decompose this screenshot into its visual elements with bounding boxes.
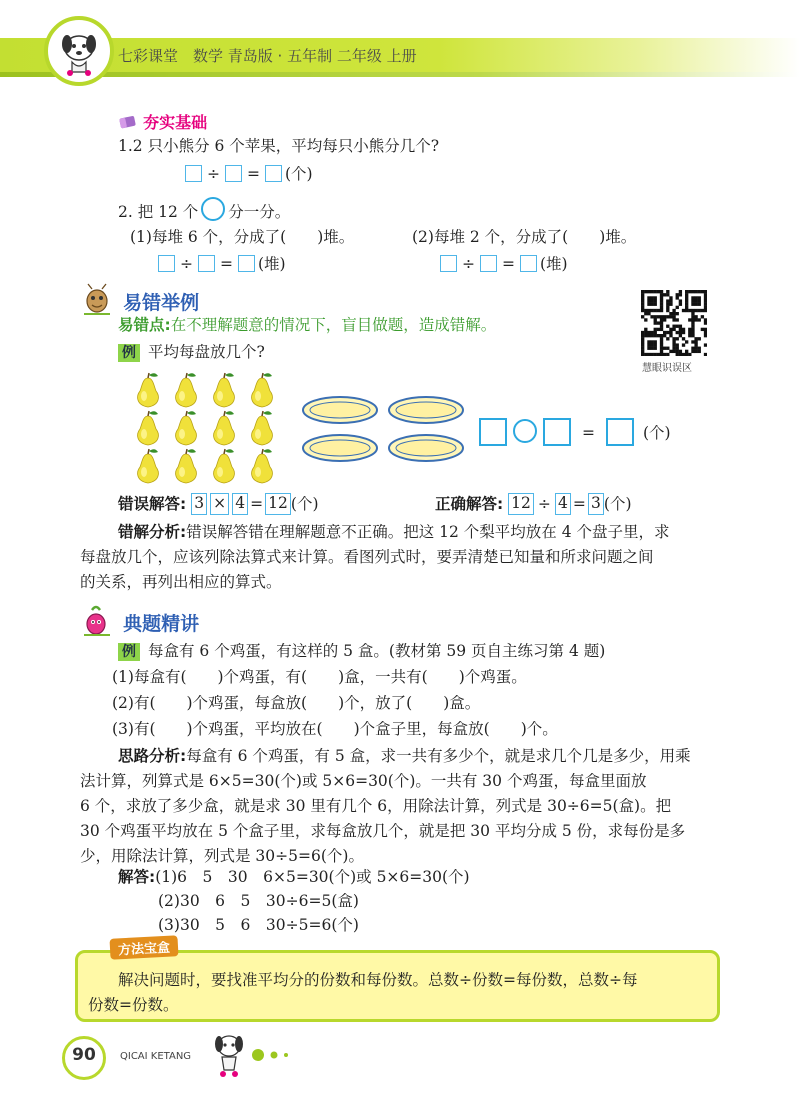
answer-box[interactable] [520,255,537,272]
pear-icon [252,449,273,483]
qr-caption: 慧眼识误区 [642,363,692,374]
method-box-text: 解决问题时，要找准平均分的份数和每份数。总数÷份数=每份数，总数÷每 份数=份数。 [88,971,638,1014]
header-title: 七彩课堂 数学 青岛版 · 五年制 二年级 上册 [118,47,417,65]
qr-code-graphic [641,290,707,356]
s2-example: 例 平均每盘放几个? [118,341,265,363]
section3-heading [80,604,199,638]
plate-icon [303,435,377,461]
answer-box[interactable] [480,255,497,272]
method-box-tag: 方法宝盒 [109,935,178,960]
s3-thinking: 思路分析:每盒有 6 个鸡蛋，有 5 盒，求一共有多少个，就是求几个几是多少，用乘 法计算，列算式是 6×5=30(个)或 5×6=30(个)。一共有 30 个鸡蛋，每盒里面放 6 个，求放了多少盒，就是求 30 里有几个 6，用除法计算，列式是 30÷6=5(盒)。把 30 个鸡蛋平均放在 5 个盒子里，求每盒放几个，就是把 30 平均分成 5 份，求每份是多 少，用除法计算，列式是 30÷5=6(个)。 [80,747,691,865]
section2-title: 易错举例 [123,292,200,314]
qr-code[interactable] [641,290,707,356]
plate-icon [389,397,463,423]
answer-box[interactable] [225,165,242,182]
answer-circle[interactable] [513,419,537,443]
s2-analysis: 错解分析:错误解答错在理解题意不正确。把这 12 个梨平均放在 4 个盘子里，求 每盘放几个，应该列除法算式来计算。看图列式时，要弄清楚已知量和所求问题之间 的关系，再列出相应的算式。 [80,523,670,591]
answer-box[interactable] [440,255,457,272]
s3-answer-2: (2)30 6 5 30÷6=5(盒) [158,892,359,910]
header-mascot-badge [44,16,114,86]
s2-equation: = (个) [476,418,671,446]
s2-right-solution: 正确解答: 12 ÷ 4 = 3 (个) [435,494,632,513]
answer-box[interactable] [479,418,507,446]
pear-icon [138,449,159,483]
footer-puppy-icon [208,1030,250,1078]
pear-icon [252,373,273,407]
section3-title: 典题精讲 [123,613,200,635]
example-tag: 例 [118,344,140,362]
s3-answer-1: 解答:(1)6 5 30 6×5=30(个)或 5×6=30(个) [118,868,470,886]
bug-mascot-icon [80,283,114,317]
page-number: 90 [72,1045,96,1065]
s3-q2: (2)有( )个鸡蛋，每盒放( )个，放了( )盒。 [112,694,481,712]
pear-icon [176,449,197,483]
answer-box[interactable] [543,418,571,446]
pear-icon [214,411,235,445]
pear-icon [138,411,159,445]
footer-dots [250,1048,300,1062]
section1-heading [118,110,207,133]
answer-box[interactable] [185,165,202,182]
header-bar-shadow [0,72,800,77]
s1-q1-text: 1.2 只小熊分 6 个苹果，平均每只小熊分几个? [118,137,440,155]
answer-box[interactable] [198,255,215,272]
puppy-mascot-icon [48,20,110,82]
pear-grid [128,372,288,488]
pear-icon [214,373,235,407]
s2-wrong-solution: 错误解答: 3 × 4 = 12 (个) [118,494,319,513]
answer-circle[interactable] [201,197,225,221]
answer-box[interactable] [238,255,255,272]
s1-q2-eq2: ÷ = (堆) [437,253,568,275]
s1-q1-equation: ÷ = (个) [182,163,313,185]
plates-group [300,392,468,466]
s3-example: 例 每盒有 6 个鸡蛋，有这样的 5 盒。(教材第 59 页自主练习第 4 题) [118,640,605,662]
s3-answer-3: (3)30 5 6 30÷5=6(个) [158,916,359,934]
example-tag: 例 [118,643,140,661]
answer-box[interactable] [265,165,282,182]
s2-error-point: 易错点:在不理解题意的情况下，盲目做题，造成错解。 [118,316,497,334]
plate-icon [389,435,463,461]
pear-icon [252,411,273,445]
pear-icon [176,373,197,407]
s3-q3: (3)有( )个鸡蛋，平均放在( )个盒子里，每盒放( )个。 [112,720,558,738]
s3-q1: (1)每盒有( )个鸡蛋，有( )盒，一共有( )个鸡蛋。 [112,668,527,686]
pear-icon [214,449,235,483]
section2-heading [80,283,199,317]
pear-icon [176,411,197,445]
s1-q2-part2: (2)每堆 2 个，分成了( )堆。 [412,228,637,246]
s1-q2-eq1: ÷ = (堆) [155,253,286,275]
answer-box[interactable] [158,255,175,272]
pear-icon [138,373,159,407]
radish-mascot-icon [80,604,114,638]
plate-icon [303,397,377,423]
footer-brand: QICAI KETANG [120,1051,192,1062]
s1-q2-text: 2. 把 12 个 分一分。 [118,197,290,223]
s1-q2-part1: (1)每堆 6 个，分成了( )堆。 [130,228,355,246]
eraser-icon [118,114,138,130]
answer-box[interactable] [606,418,634,446]
section1-title: 夯实基础 [143,113,208,132]
